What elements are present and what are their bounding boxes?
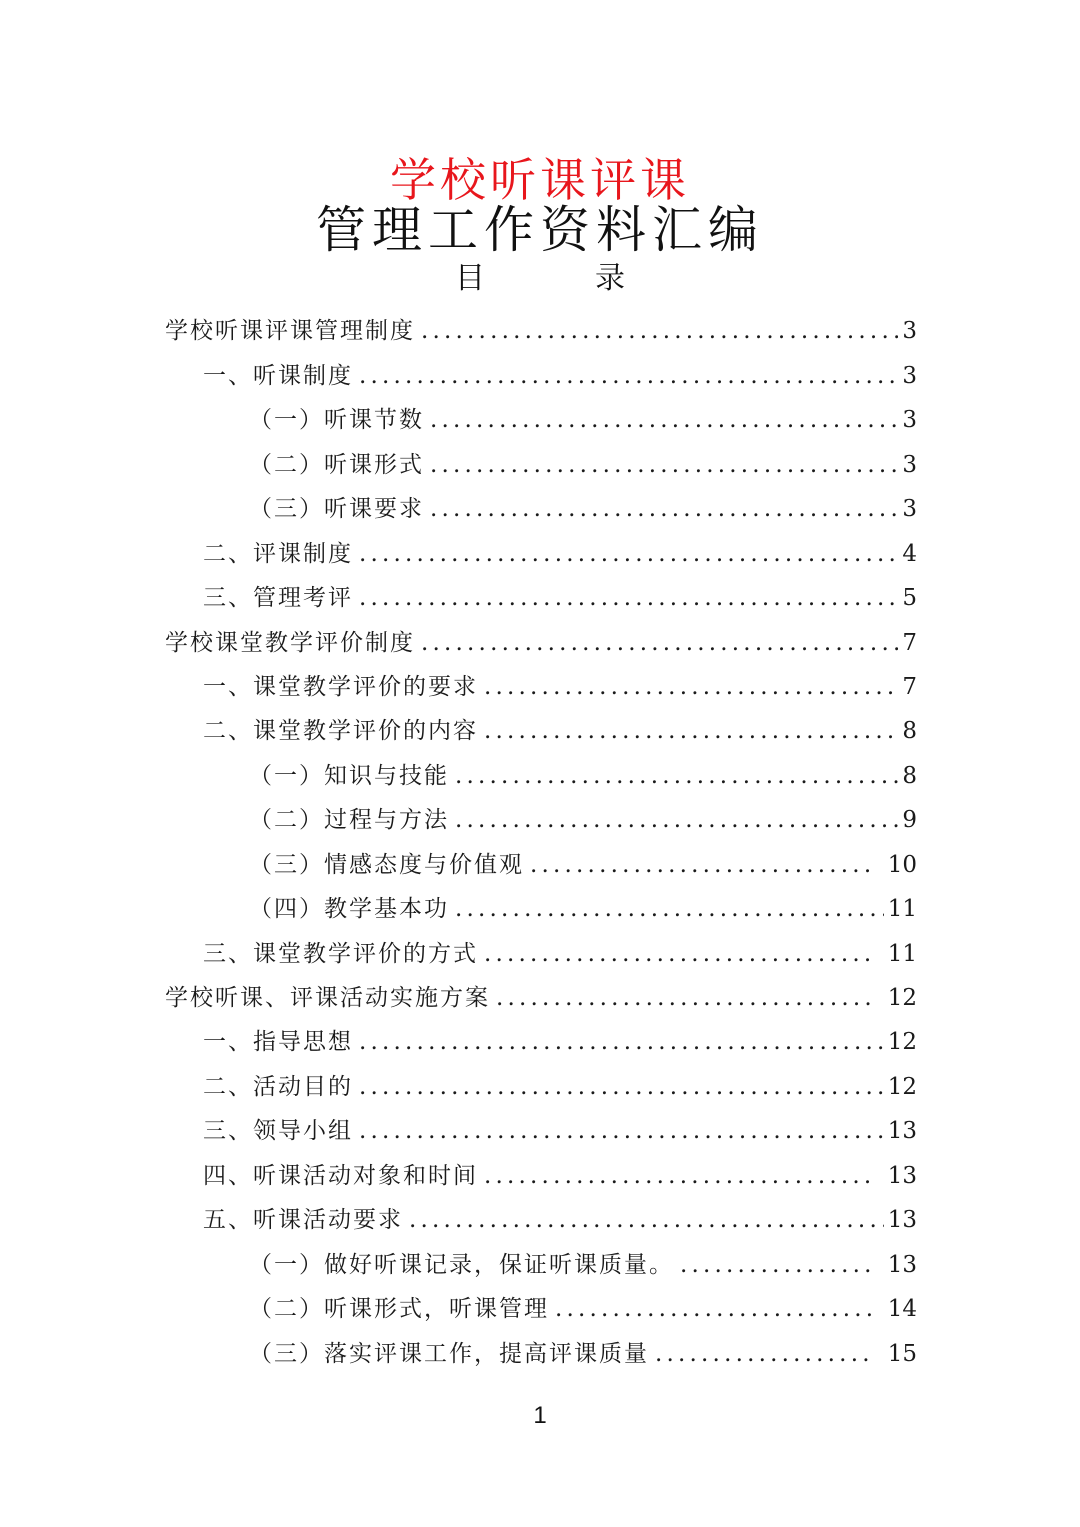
toc-entry[interactable] xyxy=(165,842,917,886)
toc-leader-dots xyxy=(478,1154,874,1198)
toc-entry-page: 12 xyxy=(887,1029,917,1056)
toc-entry-label: 三、课堂教学评价的方式 xyxy=(203,940,478,967)
toc-entry[interactable] xyxy=(165,1198,917,1242)
toc-entry-page: 8 xyxy=(902,762,917,789)
toc-entry[interactable] xyxy=(165,309,917,353)
toc-entry-page: 12 xyxy=(887,985,917,1011)
toc-leader-dots xyxy=(353,1020,884,1064)
toc-entry[interactable] xyxy=(165,531,917,575)
toc-entry[interactable] xyxy=(165,1064,917,1108)
toc-leader-dots xyxy=(478,709,898,753)
toc-leader-dots xyxy=(449,754,898,798)
toc-leader-dots xyxy=(415,621,898,665)
document-title-red: 学校听课评课 xyxy=(390,153,690,207)
toc-entry-page: 3 xyxy=(902,451,917,478)
toc-entry[interactable] xyxy=(165,1109,917,1153)
toc-leader-dots xyxy=(353,354,898,398)
toc-entry-page: 15 xyxy=(887,1340,917,1367)
toc-leader-dots xyxy=(490,976,874,1020)
toc-leader-dots xyxy=(424,487,898,531)
toc-leader-dots xyxy=(449,798,898,842)
toc-entry[interactable] xyxy=(165,620,917,664)
toc-entry-label: 二、评课制度 xyxy=(203,540,353,567)
toc-entry-label: （一）做好听课记录，保证听课质量。 xyxy=(249,1251,674,1278)
toc-entry-label: 四、听课活动对象和时间 xyxy=(203,1162,478,1189)
toc-leader-dots xyxy=(353,576,898,620)
toc-leader-dots xyxy=(353,1065,884,1109)
toc-entry[interactable] xyxy=(165,353,917,397)
toc-leader-dots xyxy=(424,443,898,487)
toc-entry[interactable] xyxy=(165,1153,917,1197)
toc-leader-dots xyxy=(449,887,884,931)
toc-entry-label: 五、听课活动要求 xyxy=(203,1207,403,1234)
toc-entry-page: 12 xyxy=(887,1073,917,1100)
toc-entry-label: 二、课堂教学评价的内容 xyxy=(203,718,478,745)
toc-entry-label: （二）听课形式，听课管理 xyxy=(249,1296,549,1323)
toc-entry[interactable] xyxy=(165,1020,917,1064)
toc-entry-page: 11 xyxy=(887,896,917,923)
toc-entry[interactable] xyxy=(165,976,917,1020)
toc-leader-dots xyxy=(549,1287,874,1331)
toc-entry-page: 13 xyxy=(887,1251,917,1278)
toc-entry[interactable] xyxy=(165,1287,917,1331)
document-title-black: 管理工作资料汇编 xyxy=(316,201,764,259)
toc-leader-dots xyxy=(353,532,898,576)
toc-entry-page: 14 xyxy=(887,1296,917,1323)
toc-entry-page: 3 xyxy=(902,496,917,523)
toc-entry-label: 三、领导小组 xyxy=(203,1118,353,1145)
toc-entry-page: 11 xyxy=(887,940,917,967)
toc-entry-label: （二）过程与方法 xyxy=(249,807,449,834)
toc-heading: 目 录 xyxy=(455,261,665,296)
toc-entry-page: 3 xyxy=(902,362,917,389)
toc-entry-label: 三、管理考评 xyxy=(203,585,353,612)
toc-leader-dots xyxy=(478,932,874,976)
toc-entry[interactable] xyxy=(165,487,917,531)
toc-leader-dots xyxy=(524,843,874,887)
toc-entry-page: 10 xyxy=(887,851,917,878)
toc-entry-label: 一、指导思想 xyxy=(203,1029,353,1056)
toc-entry[interactable] xyxy=(165,798,917,842)
toc-leader-dots xyxy=(415,309,898,353)
toc-entry-page: 13 xyxy=(887,1118,917,1145)
toc-entry[interactable] xyxy=(165,576,917,620)
toc-leader-dots xyxy=(674,1243,874,1287)
toc-entry[interactable] xyxy=(165,442,917,486)
toc-entry-label: 学校课堂教学评价制度 xyxy=(165,629,415,656)
toc-entry-page: 13 xyxy=(887,1162,917,1189)
toc-entry-label: （二）听课形式 xyxy=(249,451,424,478)
toc-leader-dots xyxy=(478,665,898,709)
toc-leader-dots xyxy=(403,1198,884,1242)
toc-entry[interactable] xyxy=(165,1242,917,1286)
toc-entry-page: 3 xyxy=(902,318,917,345)
table-of-contents xyxy=(165,309,917,1376)
toc-entry-page: 9 xyxy=(902,807,917,834)
toc-entry-label: 学校听课评课管理制度 xyxy=(165,318,415,345)
toc-entry-label: （一）听课节数 xyxy=(249,407,424,434)
toc-entry[interactable] xyxy=(165,753,917,797)
toc-entry-label: 一、听课制度 xyxy=(203,362,353,389)
toc-entry-page: 5 xyxy=(902,585,917,612)
toc-entry[interactable] xyxy=(165,887,917,931)
toc-entry[interactable] xyxy=(165,709,917,753)
toc-entry-page: 7 xyxy=(902,673,917,700)
toc-entry-page: 4 xyxy=(902,540,917,567)
toc-entry-page: 7 xyxy=(902,629,917,656)
toc-leader-dots xyxy=(424,398,898,442)
toc-entry-label: 二、活动目的 xyxy=(203,1073,353,1100)
toc-entry-label: 学校听课、评课活动实施方案 xyxy=(165,985,490,1011)
toc-entry-label: （三）情感态度与价值观 xyxy=(249,851,524,878)
toc-entry-page: 3 xyxy=(902,407,917,434)
toc-entry-label: 一、课堂教学评价的要求 xyxy=(203,673,478,700)
toc-entry[interactable] xyxy=(165,1331,917,1375)
toc-entry-page: 13 xyxy=(887,1207,917,1234)
toc-entry[interactable] xyxy=(165,665,917,709)
page-number: 1 xyxy=(533,1402,547,1429)
toc-leader-dots xyxy=(353,1109,884,1153)
toc-entry-label: （三）听课要求 xyxy=(249,496,424,523)
toc-entry-label: （四）教学基本功 xyxy=(249,896,449,923)
toc-entry[interactable] xyxy=(165,398,917,442)
toc-entry-label: （三）落实评课工作，提高评课质量 xyxy=(249,1340,649,1367)
toc-leader-dots xyxy=(649,1332,874,1376)
toc-entry-label: （一）知识与技能 xyxy=(249,762,449,789)
toc-entry-page: 8 xyxy=(902,718,917,745)
toc-entry[interactable] xyxy=(165,931,917,975)
